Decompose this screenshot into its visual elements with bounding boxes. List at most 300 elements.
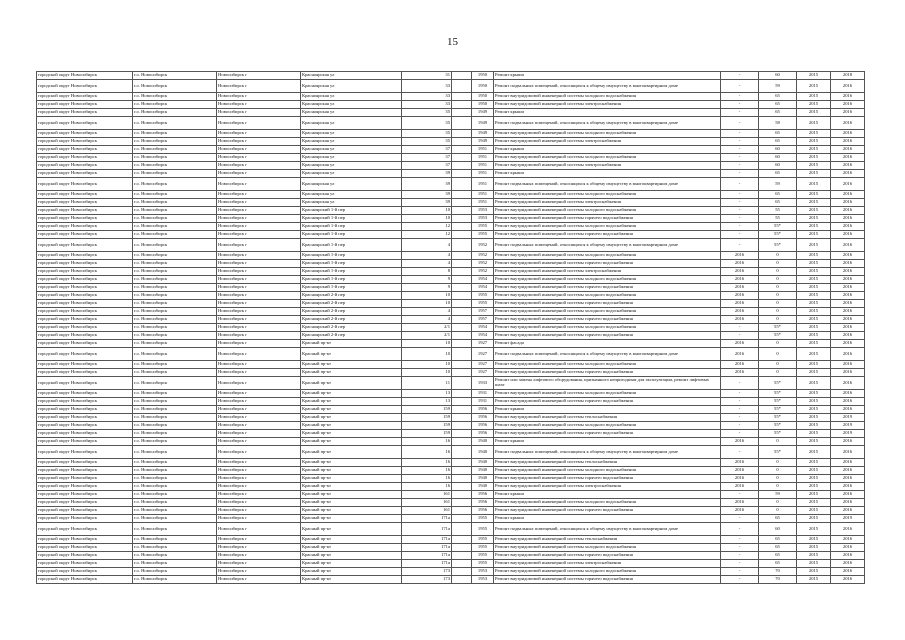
cost-note-cell: - <box>721 414 759 422</box>
city-cell: г.о. Новосибирск <box>133 117 217 130</box>
city-cell: г.о. Новосибирск <box>133 430 217 438</box>
house-cell: 159 <box>402 422 452 430</box>
year-to-cell: 2016 <box>831 483 865 491</box>
house-cell: 16 <box>402 483 452 491</box>
year-to-cell: 2016 <box>831 544 865 552</box>
year-from-cell: 2015 <box>797 162 831 170</box>
year-to-cell: 2016 <box>831 93 865 101</box>
year-to-cell: 2016 <box>831 377 865 390</box>
block-cell <box>452 284 472 292</box>
year-built-cell: 1927 <box>472 348 494 361</box>
work-type-cell: Ремонт внутридомовой инженерной системы горячего водоснабжения <box>494 430 721 438</box>
year-to-cell: 2016 <box>831 117 865 130</box>
year-from-cell: 2015 <box>797 446 831 459</box>
house-cell: 161 <box>402 499 452 507</box>
city-cell: г.о. Новосибирск <box>133 544 217 552</box>
district-cell: городской округ Новосибирск <box>37 406 133 414</box>
block-cell <box>452 138 472 146</box>
cost-note-cell: - <box>721 398 759 406</box>
amount-cell: 0 <box>759 268 797 276</box>
district-cell: городской округ Новосибирск <box>37 316 133 324</box>
block-cell <box>452 80 472 93</box>
cost-note-cell: - <box>721 117 759 130</box>
district-cell: городской округ Новосибирск <box>37 268 133 276</box>
street-cell: Красноярская ул <box>301 191 402 199</box>
house-cell: 33 <box>402 93 452 101</box>
amount-cell: 0 <box>759 438 797 446</box>
city-cell: г.о. Новосибирск <box>133 80 217 93</box>
year-to-cell: 2016 <box>831 459 865 467</box>
year-built-cell: 1933 <box>472 377 494 390</box>
locality-cell: Новосибирск г <box>217 515 301 523</box>
locality-cell: Новосибирск г <box>217 300 301 308</box>
street-cell: Красноярский 1-й пер <box>301 284 402 292</box>
house-cell: 10 <box>402 207 452 215</box>
year-to-cell: 2016 <box>831 80 865 93</box>
amount-cell: 55* <box>759 231 797 239</box>
amount-cell: 55* <box>759 422 797 430</box>
cost-note-cell: 2016 <box>721 300 759 308</box>
year-built-cell: 1955 <box>472 300 494 308</box>
house-cell: 12 <box>402 231 452 239</box>
house-cell: 4 <box>402 239 452 252</box>
table-row <box>37 80 865 93</box>
house-cell: 171а <box>402 552 452 560</box>
block-cell <box>452 523 472 536</box>
street-cell: Красноярский 2-й пер <box>301 332 402 340</box>
block-cell <box>452 390 472 398</box>
work-type-cell: Ремонт внутридомовой инженерной системы холодного водоснабжения <box>494 544 721 552</box>
year-to-cell: 2016 <box>831 316 865 324</box>
cost-note-cell: - <box>721 332 759 340</box>
locality-cell: Новосибирск г <box>217 491 301 499</box>
year-from-cell: 2015 <box>797 72 831 80</box>
cost-note-cell: - <box>721 390 759 398</box>
district-cell: городской округ Новосибирск <box>37 101 133 109</box>
street-cell: Красный пр-кт <box>301 459 402 467</box>
block-cell <box>452 191 472 199</box>
year-from-cell: 2015 <box>797 80 831 93</box>
year-to-cell: 2016 <box>831 292 865 300</box>
cost-note-cell: 2016 <box>721 252 759 260</box>
year-from-cell: 2015 <box>797 316 831 324</box>
locality-cell: Новосибирск г <box>217 369 301 377</box>
cost-note-cell: 2016 <box>721 459 759 467</box>
district-cell: городской округ Новосибирск <box>37 422 133 430</box>
district-cell: городской округ Новосибирск <box>37 260 133 268</box>
year-to-cell: 2016 <box>831 348 865 361</box>
locality-cell: Новосибирск г <box>217 459 301 467</box>
year-from-cell: 2015 <box>797 223 831 231</box>
year-from-cell: 2015 <box>797 207 831 215</box>
table-row <box>37 552 865 560</box>
street-cell: Красный пр-кт <box>301 377 402 390</box>
year-to-cell: 2016 <box>831 369 865 377</box>
table-row <box>37 154 865 162</box>
block-cell <box>452 231 472 239</box>
year-from-cell: 2015 <box>797 459 831 467</box>
district-cell: городской округ Новосибирск <box>37 199 133 207</box>
district-cell: городской округ Новосибирск <box>37 207 133 215</box>
year-to-cell: 2016 <box>831 252 865 260</box>
house-cell: 9 <box>402 276 452 284</box>
year-built-cell: 1951 <box>472 162 494 170</box>
city-cell: г.о. Новосибирск <box>133 398 217 406</box>
cost-note-cell: 2016 <box>721 438 759 446</box>
work-type-cell: Ремонт внутридомовой инженерной системы горячего водоснабжения <box>494 215 721 223</box>
block-cell <box>452 568 472 576</box>
cost-note-cell: 2016 <box>721 308 759 316</box>
house-cell: 10 <box>402 369 452 377</box>
locality-cell: Новосибирск г <box>217 284 301 292</box>
cost-note-cell: 2016 <box>721 499 759 507</box>
year-from-cell: 2015 <box>797 231 831 239</box>
year-to-cell: 2016 <box>831 130 865 138</box>
block-cell <box>452 268 472 276</box>
block-cell <box>452 239 472 252</box>
work-type-cell: Ремонт подвальных помещений, относящихся к общему имуществу в многоквартирном доме <box>494 348 721 361</box>
amount-cell: 0 <box>759 507 797 515</box>
locality-cell: Новосибирск г <box>217 239 301 252</box>
table-row <box>37 72 865 80</box>
amount-cell: 59 <box>759 491 797 499</box>
house-cell: 33 <box>402 101 452 109</box>
locality-cell: Новосибирск г <box>217 552 301 560</box>
work-type-cell: Ремонт внутридомовой инженерной системы горячего водоснабжения <box>494 552 721 560</box>
year-to-cell: 2016 <box>831 284 865 292</box>
work-type-cell: Ремонт внутридомовой инженерной системы холодного водоснабжения <box>494 568 721 576</box>
city-cell: г.о. Новосибирск <box>133 438 217 446</box>
locality-cell: Новосибирск г <box>217 446 301 459</box>
district-cell: городской округ Новосибирск <box>37 552 133 560</box>
work-type-cell: Ремонт внутридомовой инженерной системы горячего водоснабжения <box>494 507 721 515</box>
block-cell <box>452 438 472 446</box>
city-cell: г.о. Новосибирск <box>133 308 217 316</box>
city-cell: г.о. Новосибирск <box>133 215 217 223</box>
street-cell: Красный пр-кт <box>301 446 402 459</box>
work-type-cell: Ремонт подвальных помещений, относящихся к общему имуществу в многоквартирном доме <box>494 446 721 459</box>
block-cell <box>452 162 472 170</box>
work-type-cell: Ремонт фасада <box>494 340 721 348</box>
table-row <box>37 446 865 459</box>
city-cell: г.о. Новосибирск <box>133 515 217 523</box>
street-cell: Красноярская ул <box>301 109 402 117</box>
block-cell <box>452 101 472 109</box>
district-cell: городской округ Новосибирск <box>37 72 133 80</box>
street-cell: Красноярский 1-й пер <box>301 276 402 284</box>
street-cell: Красный пр-кт <box>301 361 402 369</box>
year-to-cell: 2016 <box>831 199 865 207</box>
amount-cell: 55* <box>759 446 797 459</box>
table-row <box>37 260 865 268</box>
year-to-cell: 2016 <box>831 154 865 162</box>
table-row <box>37 117 865 130</box>
amount-cell: 0 <box>759 252 797 260</box>
amount-cell: 55* <box>759 377 797 390</box>
city-cell: г.о. Новосибирск <box>133 536 217 544</box>
year-built-cell: 1953 <box>472 568 494 576</box>
house-cell: 161 <box>402 491 452 499</box>
amount-cell: 0 <box>759 340 797 348</box>
house-cell: 39 <box>402 191 452 199</box>
work-type-cell: Ремонт внутридомовой инженерной системы электроснабжения <box>494 483 721 491</box>
work-type-cell: Ремонт внутридомовой инженерной системы горячего водоснабжения <box>494 231 721 239</box>
block-cell <box>452 260 472 268</box>
amount-cell: 55* <box>759 239 797 252</box>
block-cell <box>452 72 472 80</box>
year-to-cell: 2016 <box>831 536 865 544</box>
cost-note-cell: - <box>721 422 759 430</box>
year-from-cell: 2015 <box>797 361 831 369</box>
amount-cell: 65 <box>759 536 797 544</box>
house-cell: 173 <box>402 568 452 576</box>
year-built-cell: 1953 <box>472 207 494 215</box>
year-from-cell: 2015 <box>797 138 831 146</box>
street-cell: Красный пр-кт <box>301 340 402 348</box>
table-row <box>37 308 865 316</box>
year-to-cell: 2019 <box>831 414 865 422</box>
cost-note-cell: 2016 <box>721 260 759 268</box>
city-cell: г.о. Новосибирск <box>133 507 217 515</box>
table-row <box>37 406 865 414</box>
locality-cell: Новосибирск г <box>217 80 301 93</box>
city-cell: г.о. Новосибирск <box>133 552 217 560</box>
block-cell <box>452 276 472 284</box>
city-cell: г.о. Новосибирск <box>133 523 217 536</box>
cost-note-cell: 2016 <box>721 268 759 276</box>
table-row <box>37 170 865 178</box>
year-from-cell: 2015 <box>797 369 831 377</box>
table-row <box>37 93 865 101</box>
street-cell: Красноярский 2-й пер <box>301 300 402 308</box>
year-built-cell: 1951 <box>472 178 494 191</box>
city-cell: г.о. Новосибирск <box>133 93 217 101</box>
year-from-cell: 2015 <box>797 252 831 260</box>
table-row <box>37 223 865 231</box>
table-row <box>37 560 865 568</box>
district-cell: городской округ Новосибирск <box>37 446 133 459</box>
year-to-cell: 2016 <box>831 146 865 154</box>
year-to-cell: 2016 <box>831 491 865 499</box>
block-cell <box>452 491 472 499</box>
locality-cell: Новосибирск г <box>217 72 301 80</box>
cost-note-cell: - <box>721 231 759 239</box>
street-cell: Красный пр-кт <box>301 536 402 544</box>
year-from-cell: 2015 <box>797 268 831 276</box>
table-row <box>37 300 865 308</box>
table-row <box>37 231 865 239</box>
district-cell: городской округ Новосибирск <box>37 284 133 292</box>
repair-schedule-table <box>36 71 865 584</box>
table-row <box>37 544 865 552</box>
amount-cell: 60 <box>759 523 797 536</box>
work-type-cell: Ремонт внутридомовой инженерной системы горячего водоснабжения <box>494 475 721 483</box>
city-cell: г.о. Новосибирск <box>133 162 217 170</box>
street-cell: Красноярская ул <box>301 138 402 146</box>
work-type-cell: Ремонт внутридомовой инженерной системы холодного водоснабжения <box>494 292 721 300</box>
year-built-cell: 1955 <box>472 544 494 552</box>
year-built-cell: 1940 <box>472 459 494 467</box>
year-from-cell: 2015 <box>797 276 831 284</box>
amount-cell: 65 <box>759 560 797 568</box>
year-built-cell: 1956 <box>472 430 494 438</box>
locality-cell: Новосибирск г <box>217 568 301 576</box>
amount-cell: 0 <box>759 483 797 491</box>
year-built-cell: 1927 <box>472 361 494 369</box>
city-cell: г.о. Новосибирск <box>133 300 217 308</box>
year-built-cell: 1956 <box>472 491 494 499</box>
amount-cell: 0 <box>759 459 797 467</box>
city-cell: г.о. Новосибирск <box>133 446 217 459</box>
locality-cell: Новосибирск г <box>217 576 301 584</box>
block-cell <box>452 499 472 507</box>
locality-cell: Новосибирск г <box>217 292 301 300</box>
district-cell: городской округ Новосибирск <box>37 252 133 260</box>
year-built-cell: 1955 <box>472 536 494 544</box>
work-type-cell: Ремонт внутридомовой инженерной системы горячего водоснабжения <box>494 284 721 292</box>
city-cell: г.о. Новосибирск <box>133 178 217 191</box>
city-cell: г.о. Новосибирск <box>133 390 217 398</box>
city-cell: г.о. Новосибирск <box>133 361 217 369</box>
table-body <box>37 72 865 584</box>
work-type-cell: Ремонт крыши <box>494 491 721 499</box>
locality-cell: Новосибирск г <box>217 507 301 515</box>
work-type-cell: Ремонт внутридомовой инженерной системы горячего водоснабжения <box>494 576 721 584</box>
house-cell: 16 <box>402 459 452 467</box>
year-built-cell: 1940 <box>472 483 494 491</box>
cost-note-cell: - <box>721 170 759 178</box>
street-cell: Красный пр-кт <box>301 560 402 568</box>
year-to-cell: 2016 <box>831 390 865 398</box>
year-from-cell: 2015 <box>797 191 831 199</box>
amount-cell: 65 <box>759 138 797 146</box>
block-cell <box>452 414 472 422</box>
year-built-cell: 1955 <box>472 292 494 300</box>
house-cell: 159 <box>402 414 452 422</box>
district-cell: городской округ Новосибирск <box>37 300 133 308</box>
year-to-cell: 2016 <box>831 499 865 507</box>
locality-cell: Новосибирск г <box>217 154 301 162</box>
city-cell: г.о. Новосибирск <box>133 414 217 422</box>
city-cell: г.о. Новосибирск <box>133 560 217 568</box>
cost-note-cell: 2016 <box>721 467 759 475</box>
city-cell: г.о. Новосибирск <box>133 207 217 215</box>
block-cell <box>452 109 472 117</box>
house-cell: 37 <box>402 146 452 154</box>
block-cell <box>452 422 472 430</box>
year-built-cell: 1949 <box>472 109 494 117</box>
house-cell: 8 <box>402 268 452 276</box>
table-row <box>37 130 865 138</box>
amount-cell: 55* <box>759 324 797 332</box>
year-built-cell: 1931 <box>472 390 494 398</box>
cost-note-cell: 2016 <box>721 348 759 361</box>
street-cell: Красноярский 2-й пер <box>301 308 402 316</box>
amount-cell: 65 <box>759 552 797 560</box>
year-built-cell: 1953 <box>472 576 494 584</box>
city-cell: г.о. Новосибирск <box>133 332 217 340</box>
street-cell: Красный пр-кт <box>301 576 402 584</box>
locality-cell: Новосибирск г <box>217 316 301 324</box>
district-cell: городской округ Новосибирск <box>37 515 133 523</box>
house-cell: 12 <box>402 223 452 231</box>
city-cell: г.о. Новосибирск <box>133 191 217 199</box>
block-cell <box>452 215 472 223</box>
table-row <box>37 475 865 483</box>
locality-cell: Новосибирск г <box>217 340 301 348</box>
district-cell: городской округ Новосибирск <box>37 536 133 544</box>
cost-note-cell: - <box>721 515 759 523</box>
locality-cell: Новосибирск г <box>217 377 301 390</box>
year-to-cell: 2016 <box>831 332 865 340</box>
city-cell: г.о. Новосибирск <box>133 348 217 361</box>
locality-cell: Новосибирск г <box>217 390 301 398</box>
work-type-cell: Ремонт внутридомовой инженерной системы холодного водоснабжения <box>494 276 721 284</box>
locality-cell: Новосибирск г <box>217 146 301 154</box>
work-type-cell: Ремонт крыши <box>494 109 721 117</box>
year-to-cell: 2016 <box>831 276 865 284</box>
locality-cell: Новосибирск г <box>217 467 301 475</box>
cost-note-cell: - <box>721 576 759 584</box>
block-cell <box>452 316 472 324</box>
year-from-cell: 2015 <box>797 292 831 300</box>
amount-cell: 0 <box>759 292 797 300</box>
year-from-cell: 2015 <box>797 552 831 560</box>
city-cell: г.о. Новосибирск <box>133 260 217 268</box>
work-type-cell: Ремонт подвальных помещений, относящихся к общему имуществу в многоквартирном доме <box>494 239 721 252</box>
work-type-cell: Ремонт внутридомовой инженерной системы холодного водоснабжения <box>494 207 721 215</box>
city-cell: г.о. Новосибирск <box>133 467 217 475</box>
city-cell: г.о. Новосибирск <box>133 199 217 207</box>
city-cell: г.о. Новосибирск <box>133 377 217 390</box>
locality-cell: Новосибирск г <box>217 523 301 536</box>
year-built-cell: 1927 <box>472 369 494 377</box>
district-cell: городской округ Новосибирск <box>37 332 133 340</box>
house-cell: 16 <box>402 467 452 475</box>
street-cell: Красноярская ул <box>301 93 402 101</box>
district-cell: городской округ Новосибирск <box>37 117 133 130</box>
year-built-cell: 1950 <box>472 80 494 93</box>
block-cell <box>452 340 472 348</box>
amount-cell: 55* <box>759 414 797 422</box>
district-cell: городской округ Новосибирск <box>37 414 133 422</box>
amount-cell: 0 <box>759 475 797 483</box>
year-to-cell: 2016 <box>831 398 865 406</box>
house-cell: 10 <box>402 348 452 361</box>
year-built-cell: 1952 <box>472 260 494 268</box>
cost-note-cell: - <box>721 568 759 576</box>
year-built-cell: 1955 <box>472 231 494 239</box>
street-cell: Красноярский 1-й пер <box>301 231 402 239</box>
locality-cell: Новосибирск г <box>217 438 301 446</box>
district-cell: городской округ Новосибирск <box>37 191 133 199</box>
year-to-cell: 2016 <box>831 138 865 146</box>
city-cell: г.о. Новосибирск <box>133 475 217 483</box>
block-cell <box>452 170 472 178</box>
table-row <box>37 430 865 438</box>
city-cell: г.о. Новосибирск <box>133 72 217 80</box>
year-from-cell: 2015 <box>797 422 831 430</box>
year-built-cell: 1949 <box>472 130 494 138</box>
amount-cell: 0 <box>759 300 797 308</box>
district-cell: городской округ Новосибирск <box>37 398 133 406</box>
year-to-cell: 2018 <box>831 72 865 80</box>
street-cell: Красноярская ул <box>301 199 402 207</box>
cost-note-cell: - <box>721 101 759 109</box>
table-row <box>37 515 865 523</box>
work-type-cell: Ремонт крыши <box>494 438 721 446</box>
year-from-cell: 2015 <box>797 467 831 475</box>
